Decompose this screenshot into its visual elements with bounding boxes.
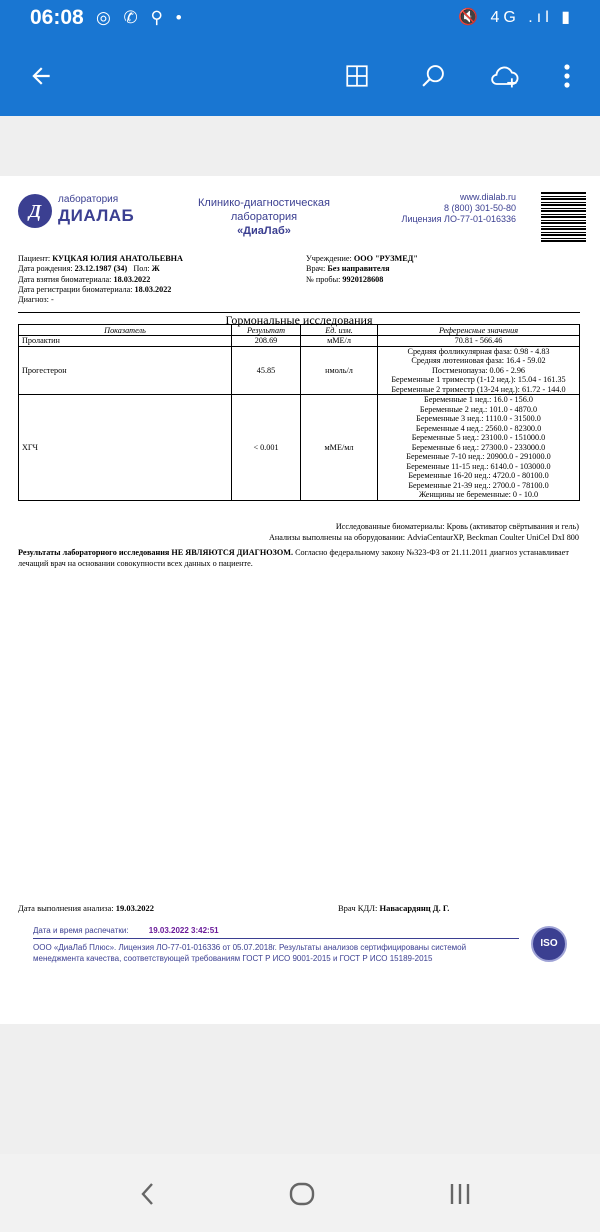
results-table (18, 324, 580, 501)
patient-dob: 23.12.1987 (34) (74, 264, 128, 274)
lab-phone: 8 (800) 301-50-80 (443, 203, 516, 213)
row-ref (378, 336, 580, 347)
ref-line: Беременные 3 нед.: 1110.0 - 31500.0 (416, 414, 541, 423)
biomaterial-note: Исследованные биоматериалы: Кровь (активатор свёртывания и гель) (335, 522, 579, 531)
more-vert-icon (563, 63, 571, 89)
lab-header (18, 192, 588, 250)
dialab-logo-icon: Д (18, 194, 52, 228)
patient-name: КУЦКАЯ ЮЛИЯ АНАТОЛЬЕВНА (52, 254, 183, 263)
system-nav-bar (0, 1154, 600, 1232)
row-unit: мМЕ/мл (301, 395, 378, 501)
row-name: Пролактин (19, 336, 232, 347)
arrow-back-icon (28, 63, 54, 89)
header-result: Результат (232, 325, 301, 336)
table-row (19, 395, 580, 501)
ref-line: Женщины не беременные: 0 - 10.0 (418, 490, 539, 499)
ref-line: Беременные 2 триместр (13-24 нед.): 61.72 - 144.0 (391, 384, 566, 394)
ref-line: 70.81 - 566.46 (454, 336, 503, 345)
row-ref (378, 395, 580, 501)
institution: ООО "РУЗМЕД" (353, 254, 418, 263)
viewer-background (0, 116, 600, 176)
search-button[interactable] (407, 50, 459, 102)
disclaimer (18, 547, 582, 569)
lab-site: www.dialab.ru (459, 192, 516, 202)
exec-date-block (18, 903, 154, 913)
home-icon (289, 1182, 315, 1206)
patient-info-right (306, 254, 418, 285)
more-options-button[interactable] (541, 50, 593, 102)
row-ref (378, 346, 580, 395)
nav-home-button[interactable] (272, 1172, 332, 1216)
logo-title: ДИАЛАБ (58, 206, 135, 225)
lab-license: Лицензия ЛО-77-01-016336 (401, 214, 516, 224)
chevron-left-icon (138, 1181, 158, 1207)
sample-no-label: № пробы: (306, 274, 341, 284)
viewer-background-bottom (0, 1024, 600, 1154)
row-unit: нмоль/л (301, 346, 378, 395)
exec-date: 19.03.2022 (115, 903, 154, 913)
ref-line: Средняя лютеиновая фаза: 16.4 - 59.02 (411, 356, 546, 365)
cloud-upload-button[interactable] (479, 50, 531, 102)
sex-label: Пол: (133, 264, 150, 274)
grid-view-button[interactable] (331, 50, 383, 102)
print-label: Дата и время распечатки: (33, 926, 129, 935)
lab-title (164, 196, 364, 238)
ref-line: Беременные 7-10 нед.: 20900.0 - 291000.0 (406, 452, 551, 461)
barcode (541, 192, 586, 242)
header-reference: Референсные значения (378, 325, 580, 336)
row-name: ХГЧ (19, 395, 232, 501)
diagnosis: - (51, 295, 54, 305)
doctor-label: Врач: (306, 264, 326, 274)
ref-line: Беременные 4 нед.: 2560.0 - 82300.0 (415, 423, 542, 433)
ref-line: Беременные 16-20 нед.: 4720.0 - 80100.0 (408, 471, 549, 480)
row-result: < 0.001 (232, 395, 301, 501)
logo-subtitle: лаборатория (58, 194, 119, 205)
header-indicator: Показатель (19, 325, 232, 336)
disclaimer-bold: Результаты лабораторного исследования НЕ ЯВЛЯЮТСЯ ДИАГНОЗОМ. (18, 548, 294, 557)
print-time: 19.03.2022 3:42:51 (148, 926, 219, 935)
diagnosis-label: Диагноз: (18, 295, 49, 305)
licence-text: ООО «ДиаЛаб Плюс». Лицензия ЛО-77-01-016336 от 05.07.2018г. Результаты анализов сертифицированы системой менеджмента качества, соответствующей требованиям ГОСТ Р ИСО 9001-2015 и ГОСТ Р ИСО 15189-2015 (33, 943, 467, 963)
lab-title-line2: «ДиаЛаб» (237, 225, 291, 237)
kdl-doctor-block (338, 903, 449, 913)
status-time: 06:08 (30, 6, 84, 29)
ref-line: Беременные 5 нед.: 23100.0 - 151000.0 (411, 433, 546, 442)
sample-number: 9920128608 (342, 274, 384, 284)
lab-contacts (398, 192, 516, 225)
ref-line: Беременные 11-15 нед.: 6140.0 - 103000.0 (406, 461, 551, 471)
table-header-row (19, 325, 580, 336)
ref-line: Беременные 1 триместр (1-12 нед.): 15.04 - 161.35 (391, 375, 566, 384)
notification-icons: ◎ ✆ ⚲ • (96, 8, 186, 27)
sample-date-label: Дата взятия биоматериала: (18, 274, 112, 284)
nav-back-button[interactable] (118, 1172, 178, 1216)
lab-title-line1: Клинико-диагностическая лаборатория (198, 197, 330, 223)
status-bar (0, 0, 600, 36)
row-result: 45.85 (232, 346, 301, 395)
row-unit: мМЕ/л (301, 336, 378, 347)
patient-sex: Ж (151, 264, 160, 274)
ref-line: Средняя фолликулярная фаза: 0.98 - 4.83 (407, 346, 550, 356)
kdl-doctor: Навасардянц Д. Г. (379, 903, 450, 913)
ref-line: Постменопауза: 0.06 - 2.96 (431, 365, 526, 375)
divider (33, 938, 519, 939)
ref-line: Беременные 21-39 нед.: 2700.0 - 78100.0 (408, 480, 549, 490)
recents-icon (448, 1182, 472, 1206)
system-icons: 🔇 4G .ıl ▮ (458, 9, 574, 26)
kdl-doctor-label: Врач КДЛ: (338, 903, 378, 913)
ref-line: Беременные 2 нед.: 101.0 - 4870.0 (419, 404, 538, 414)
patient-info-left (18, 254, 183, 305)
dob-label: Дата рождения: (18, 264, 73, 274)
nav-recents-button[interactable] (430, 1172, 490, 1216)
equipment-note: Анализы выполнены на оборудовании: AdviaCentaurXP, Beckman Coulter UniCel DxI 800 (268, 533, 579, 542)
disclaimer-text: Согласно федеральному закону №323-ФЗ от 21.11.2011 диагноз устанавливает лечащий врач на основании совокупности всех данных о пациенте. (18, 548, 569, 568)
patient-name-label: Пациент: (18, 254, 51, 263)
header-unit: Ед. изм. (301, 325, 378, 336)
reg-date: 18.03.2022 (134, 284, 172, 294)
table-row (19, 346, 580, 395)
iso-badge-icon: ISO (531, 926, 567, 962)
section-title: Гормональные исследования (18, 312, 580, 328)
app-bar (0, 36, 600, 116)
ref-line: Беременные 6 нед.: 27300.0 - 233000.0 (411, 442, 546, 452)
reg-date-label: Дата регистрации биоматериала: (18, 284, 133, 294)
sample-date: 18.03.2022 (113, 274, 151, 284)
referring-doctor: Без направителя (327, 264, 390, 274)
search-icon (419, 62, 447, 90)
row-name: Прогестерон (19, 346, 232, 395)
exec-label: Дата выполнения анализа: (18, 903, 114, 913)
ref-line: Беременные 1 нед.: 16.0 - 156.0 (424, 395, 533, 404)
grid-icon (344, 63, 370, 89)
print-time-line (33, 926, 219, 935)
institution-label: Учреждение: (306, 254, 352, 263)
row-result: 208.69 (232, 336, 301, 347)
cloud-upload-icon (489, 62, 521, 90)
table-row (19, 336, 580, 347)
back-button[interactable] (15, 50, 67, 102)
document-page[interactable] (0, 176, 600, 1024)
